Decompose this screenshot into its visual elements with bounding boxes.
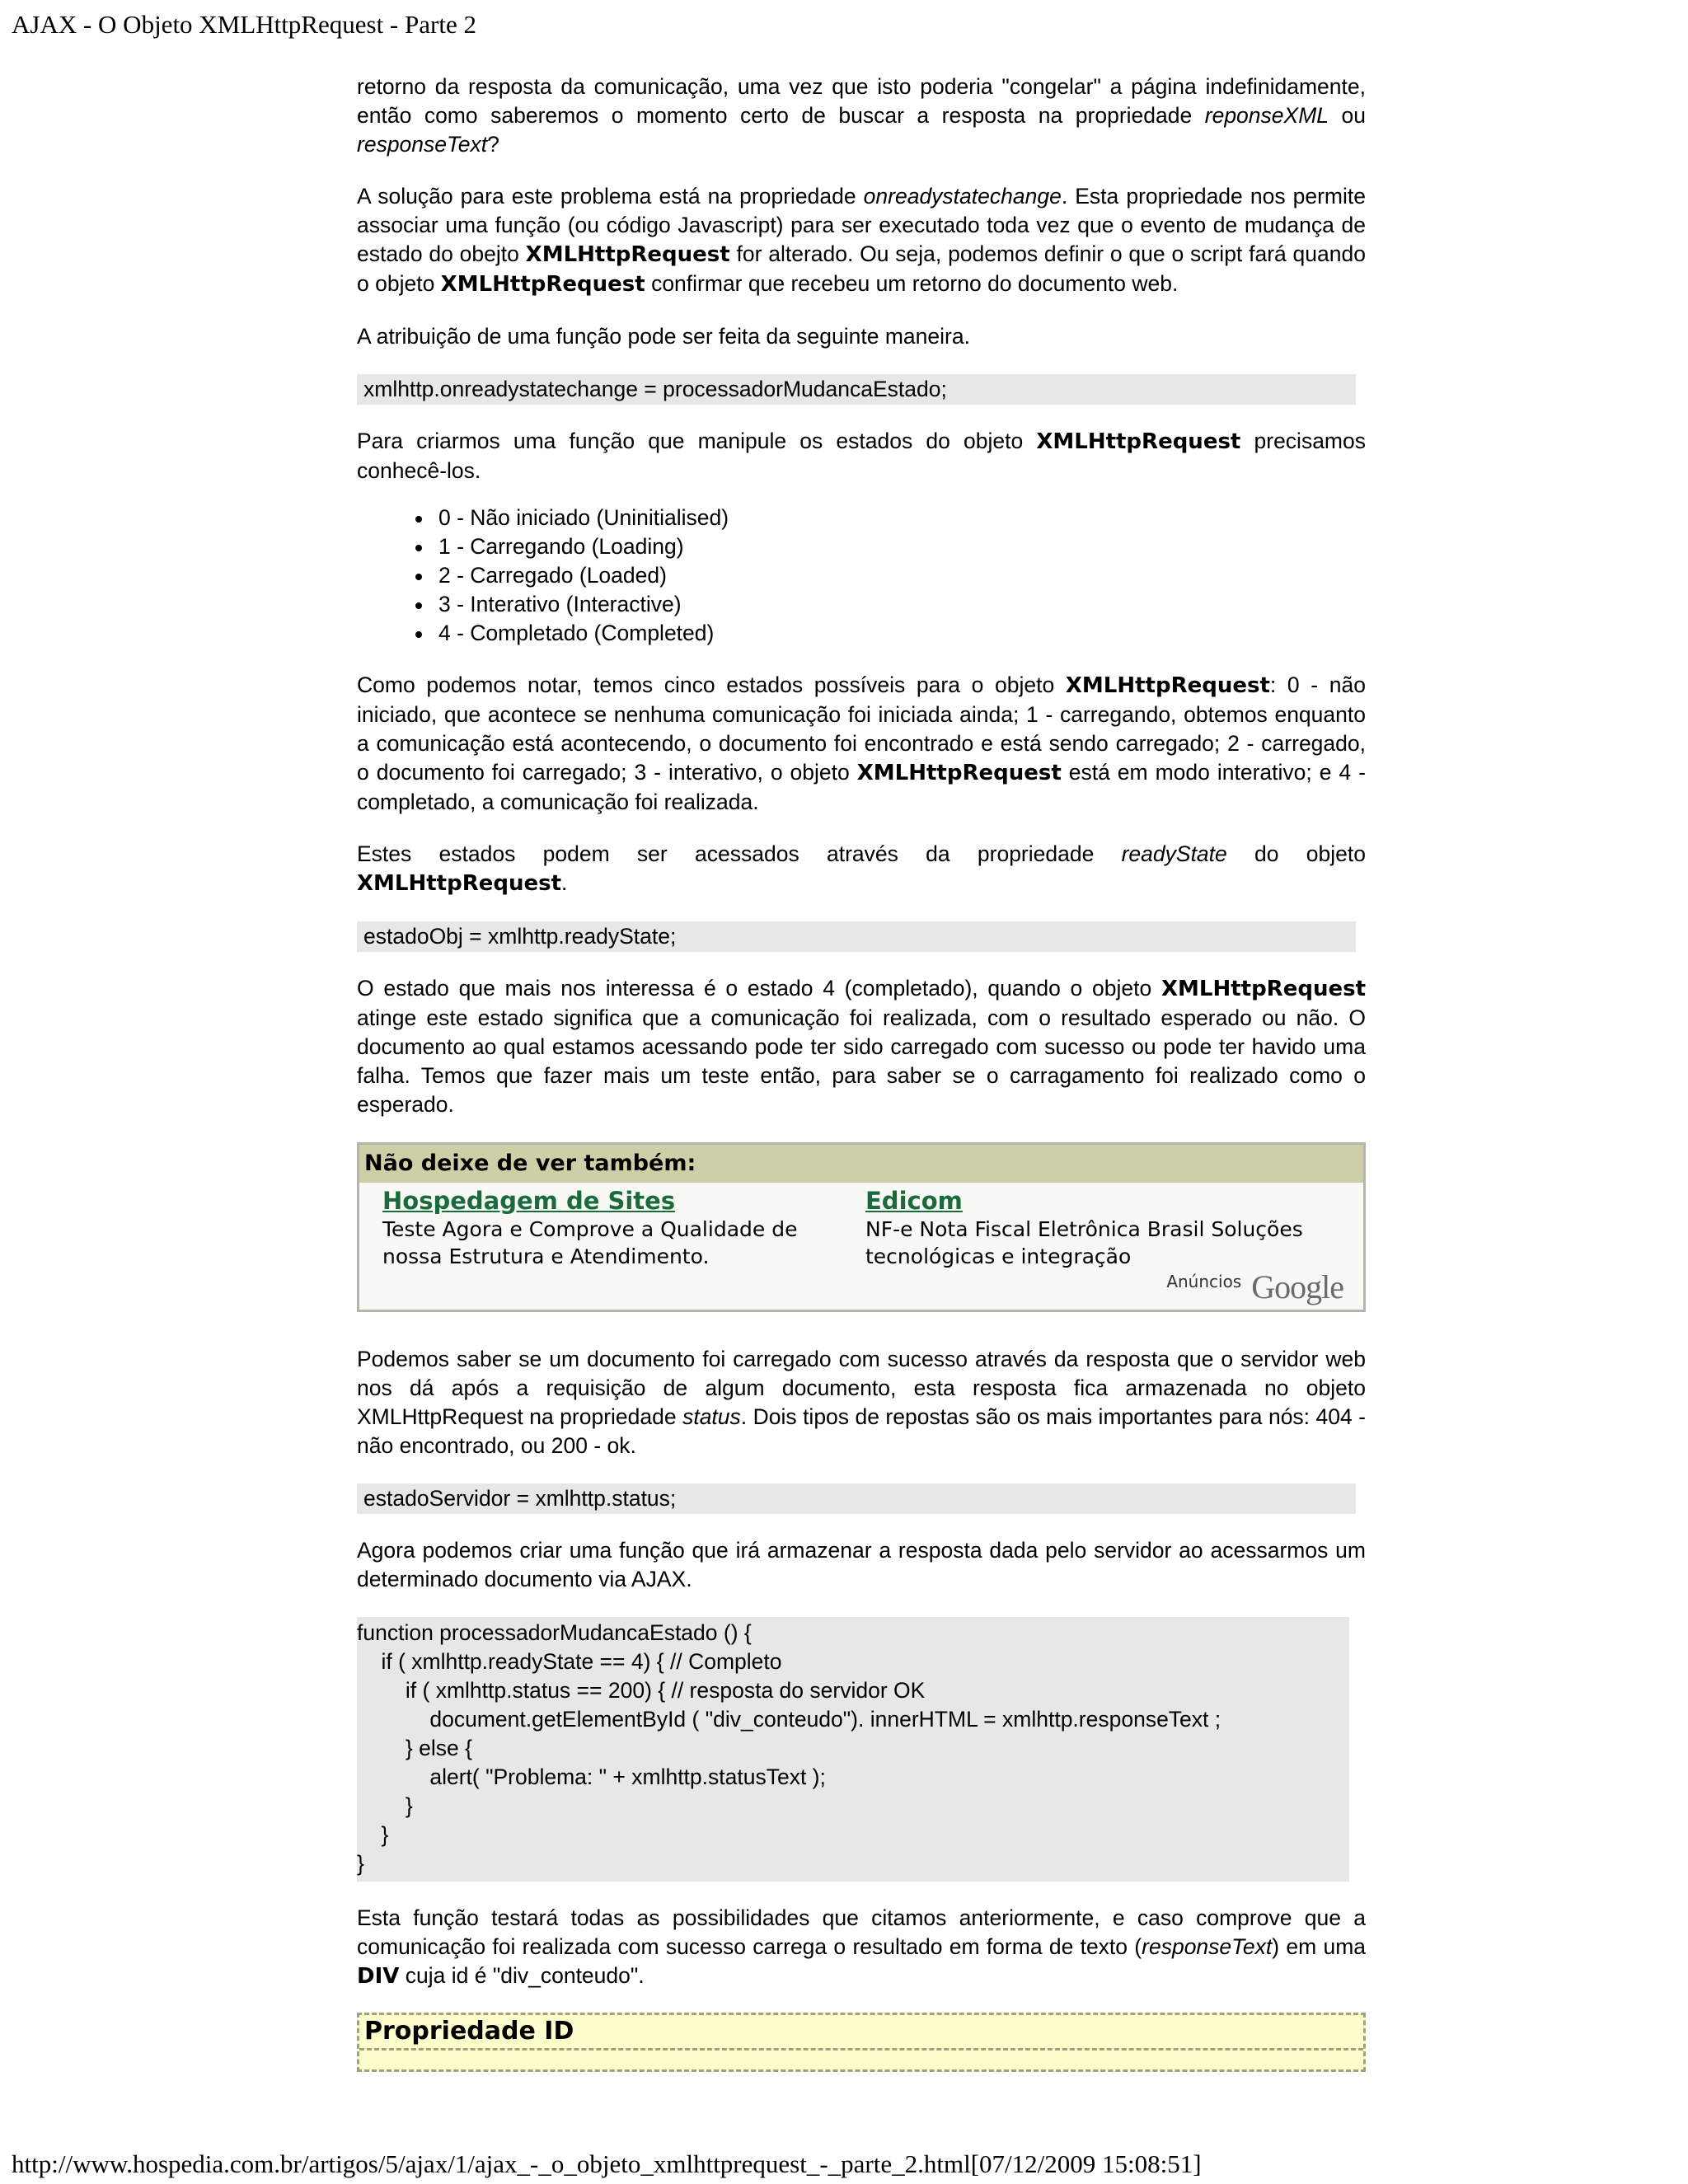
paragraph-1: retorno da resposta da comunicação, uma vez que isto poderia "congelar" a página indefinidamente, então como saberemos o momento certo de buscar a resposta na propriedade reponseXML ou responseText? bbox=[357, 74, 1367, 157]
google-logo: Google bbox=[1251, 1268, 1343, 1305]
paragraph-5: Como podemos notar, temos cinco estados possíveis para o objeto XMLHttpRequest: 0 - não iniciado, que acontece se nenhuma comunicação foi iniciada ainda; 1 - carregando, obtemos enquanto a comunicação está acontecendo, o documento foi encontrado e está sendo carregado; 2 - carregado, o documento foi carregado; 3 - interativo, o objeto XMLHttpRequest está em modo interativo; e 4 - completado, a comunicação foi realizada. bbox=[357, 673, 1366, 814]
section-divider bbox=[359, 2048, 1363, 2050]
ad-item bbox=[382, 1186, 828, 1270]
code-line: if ( xmlhttp.readyState == 4) { // Completo bbox=[357, 1649, 782, 1674]
google-ads-brand[interactable] bbox=[1166, 1267, 1343, 1305]
list-item: 1 - Carregando (Loading) bbox=[438, 532, 1366, 561]
code-line: function processadorMudancaEstado () { bbox=[357, 1620, 752, 1645]
list-item: 3 - Interativo (Interactive) bbox=[438, 590, 1366, 619]
ads-title: Não deixe de ver também: bbox=[359, 1145, 1363, 1183]
code-line: document.getElementById ( "div_conteudo"). innerHTML = xmlhttp.responseText ; bbox=[357, 1707, 1221, 1732]
code-block-function bbox=[357, 1617, 1349, 1882]
section-title: Propriedade ID bbox=[364, 2017, 574, 2046]
page-header-title: AJAX - O Objeto XMLHttpRequest - Parte 2 bbox=[12, 10, 476, 39]
ad-link-edicom[interactable]: Edicom bbox=[865, 1187, 963, 1215]
code-line: } else { bbox=[357, 1736, 472, 1760]
paragraph-7: O estado que mais nos interessa é o estado 4 (completado), quando o objeto XMLHttpRequest atinge este estado significa que a comunicação foi realizada, com o resultado esperado ou não. O documento ao qual estamos acessando pode ter sido carregado com sucesso ou pode ter havido uma falha. Temos que fazer mais um teste então, para saber se o carragamento foi realizado como o esperado. bbox=[357, 976, 1366, 1117]
code-snippet-status: estadoServidor = xmlhttp.status; bbox=[357, 1483, 1356, 1514]
paragraph-8: Podemos saber se um documento foi carregado com sucesso através da resposta que o servidor web nos dá após a requisição de algum documento, esta resposta fica armazenada no objeto XMLHttpRequest na propriedade status. Dois tipos de repostas são os mais importantes para nós: 404 - não encontrado, ou 200 - ok. bbox=[357, 1347, 1366, 1458]
code-line: if ( xmlhttp.status == 200) { // resposta do servidor OK bbox=[357, 1678, 926, 1703]
ad-link-hospedagem[interactable]: Hospedagem de Sites bbox=[382, 1187, 676, 1215]
list-item: 4 - Completado (Completed) bbox=[438, 619, 1366, 648]
paragraph-10: Esta função testará todas as possibilidades que citamos anteriormente, e caso comprove que a comunicação foi realizada com sucesso carrega o resultado em forma de texto (responseText) em uma DIV cuja id é "div_conteudo". bbox=[357, 1905, 1367, 1989]
paragraph-9: Agora podemos criar uma função que irá armazenar a resposta dada pelo servidor ao acessarmos um determinado documento via AJAX. bbox=[357, 1538, 1366, 1591]
list-item: 2 - Carregado (Loaded) bbox=[438, 561, 1366, 590]
paragraph-3: A atribuição de uma função pode ser feita da seguinte maneira. bbox=[357, 324, 970, 349]
code-snippet-onreadystatechange: xmlhttp.onreadystatechange = processadorMudancaEstado; bbox=[357, 374, 1356, 405]
code-line: alert( "Problema: " + xmlhttp.statusText ); bbox=[357, 1765, 826, 1789]
paragraph-4: Para criarmos uma função que manipule os estados do objeto XMLHttpRequest precisamos conhecê-los. bbox=[357, 429, 1366, 483]
page-footer-url: http://www.hospedia.com.br/artigos/5/ajax/1/ajax_-_o_objeto_xmlhttprequest_-_parte_2.html[07/12/2009 15:08:51] bbox=[12, 2149, 1202, 2178]
states-list bbox=[357, 504, 1366, 648]
ad-description: Teste Agora e Comprove a Qualidade de nossa Estrutura e Atendimento. bbox=[382, 1217, 798, 1268]
paragraph-2: A solução para este problema está na propriedade onreadystatechange. Esta propriedade nos permite associar uma função (ou código Javascript) para ser executado toda vez que o evento de mudança de estado do obejto XMLHttpRequest for alterado. Ou seja, podemos definir o que o script fará quando o objeto XMLHttpRequest confirmar que recebeu um retorno do documento web. bbox=[357, 184, 1366, 297]
code-snippet-readystate: estadoObj = xmlhttp.readyState; bbox=[357, 921, 1356, 952]
section-box-propriedade-id bbox=[357, 2013, 1366, 2072]
article-content bbox=[357, 73, 1366, 2072]
ads-box bbox=[357, 1142, 1366, 1312]
paragraph-6: Estes estados podem ser acessados através da propriedade readyState do objeto XMLHttpRequest. bbox=[357, 841, 1367, 896]
code-line: } bbox=[357, 1793, 413, 1818]
ads-brand-label: Anúncios bbox=[1166, 1272, 1242, 1291]
ad-description: NF-e Nota Fiscal Eletrônica Brasil Soluções tecnológicas e integração bbox=[865, 1217, 1303, 1268]
code-line: } bbox=[357, 1851, 364, 1876]
code-line: } bbox=[357, 1822, 389, 1847]
ad-item bbox=[865, 1186, 1311, 1270]
list-item: 0 - Não iniciado (Uninitialised) bbox=[438, 504, 1366, 532]
